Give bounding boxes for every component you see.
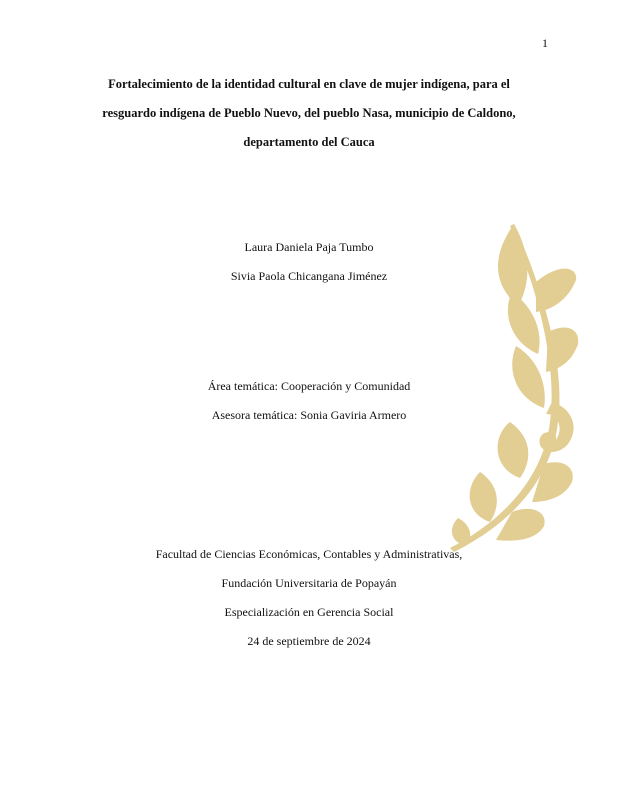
author-2: Sivia Paola Chicangana Jiménez: [230, 269, 388, 283]
title-line-1: Fortalecimiento de la identidad cultural en clave de mujer indígena, para el: [108, 77, 510, 91]
university: Fundación Universitaria de Popayán: [221, 576, 397, 590]
thematic-area-block: [0, 372, 618, 430]
thematic-advisor: Asesora temática: Sonia Gaviria Armero: [211, 408, 407, 422]
date: 24 de septiembre de 2024: [247, 634, 371, 648]
ornament-leaf-4: [546, 328, 578, 372]
authors-block: [0, 233, 618, 291]
document-title: [60, 70, 558, 157]
ornament-leaf-8: [470, 472, 497, 522]
title-line-2: resguardo indígena de Pueblo Nuevo, del pueblo Nasa, municipio de Caldono,: [102, 106, 516, 120]
program: Especialización en Gerencia Social: [224, 605, 394, 619]
faculty: Facultad de Ciencias Económicas, Contables y Administrativas,: [155, 547, 463, 561]
title-line-3: departamento del Cauca: [243, 135, 375, 149]
institution-block: [0, 540, 618, 656]
thematic-area: Área temática: Cooperación y Comunidad: [207, 379, 411, 393]
ornament-leaf-3: [508, 292, 540, 354]
ornament-leaf-6: [498, 422, 529, 478]
author-1: Laura Daniela Paja Tumbo: [244, 240, 374, 254]
page-number: 1: [542, 36, 548, 50]
